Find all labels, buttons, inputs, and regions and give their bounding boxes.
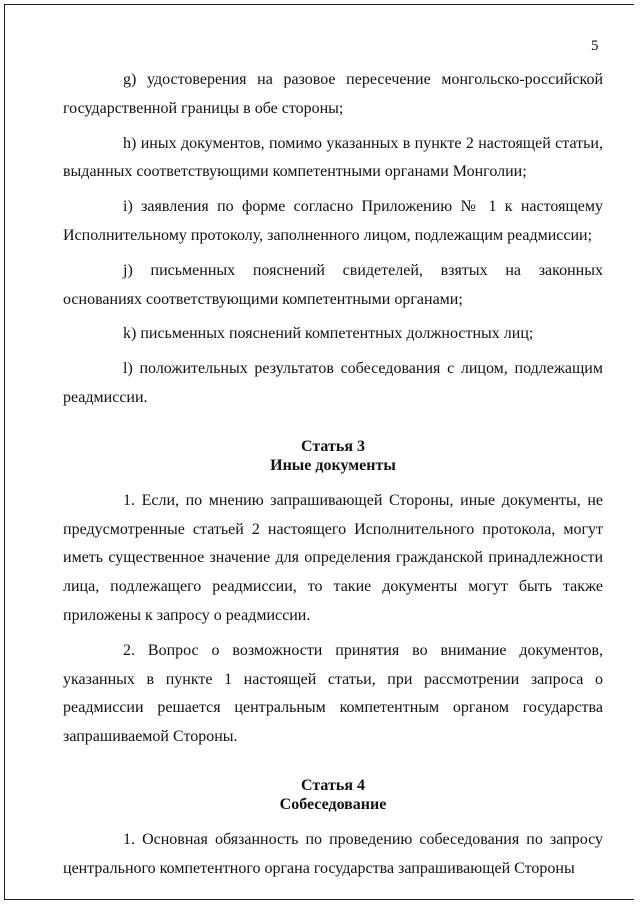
list-item-j: j) письменных пояснений свидетелей, взятых на законных основаниях соответствующими компетентными органами; [63, 261, 603, 308]
list-item-g: g) удостоверения на разовое пересечение монгольско-российской государственной границы в обе стороны; [63, 71, 603, 117]
article-4-number: Статья 4 [301, 776, 365, 794]
page-number: 5 [591, 38, 599, 54]
article-4-paragraph-1: 1. Основная обязанность по проведению собеседования по запросу центрального компетентного органа государства запрашивающей Стороны [63, 830, 603, 877]
list-item-i: i) заявления по форме согласно Приложению № 1 к настоящему Исполнительному протоколу, заполненного лицом, подлежащим реадмиссии; [63, 198, 603, 244]
article-3-paragraph-2: 2. Вопрос о возможности принятия во внимание документов, указанных в пункте 1 настоящей статьи, при рассмотрении запроса о реадмиссии решается центральным компетентным органом государства запрашиваемой Стороны. [63, 641, 603, 746]
list-item-l: l) положительных результатов собеседования с лицом, подлежащим реадмиссии. [63, 360, 603, 406]
article-3-heading [63, 437, 603, 475]
article-3-title: Иные документы [270, 456, 396, 474]
document-body [63, 66, 603, 890]
article-4-heading [63, 776, 603, 814]
article-3-paragraph-1: 1. Если, по мнению запрашивающей Стороны, иные документы, не предусмотренные статьей 2 настоящего Исполнительного протокола, могут иметь существенное значение для определения гражданской принадлежности лица, подлежащего реадмиссии, то такие документы могут быть также приложены к запросу о реадмиссии. [63, 491, 603, 624]
list-item-h: h) иных документов, помимо указанных в пункте 2 настоящей статьи, выданных соответствующими компетентными органами Монголии; [63, 134, 603, 181]
article-4-title: Собеседование [279, 795, 387, 813]
article-3-number: Статья 3 [301, 437, 365, 455]
list-item-k: k) письменных пояснений компетентных должностных лиц; [123, 325, 534, 343]
